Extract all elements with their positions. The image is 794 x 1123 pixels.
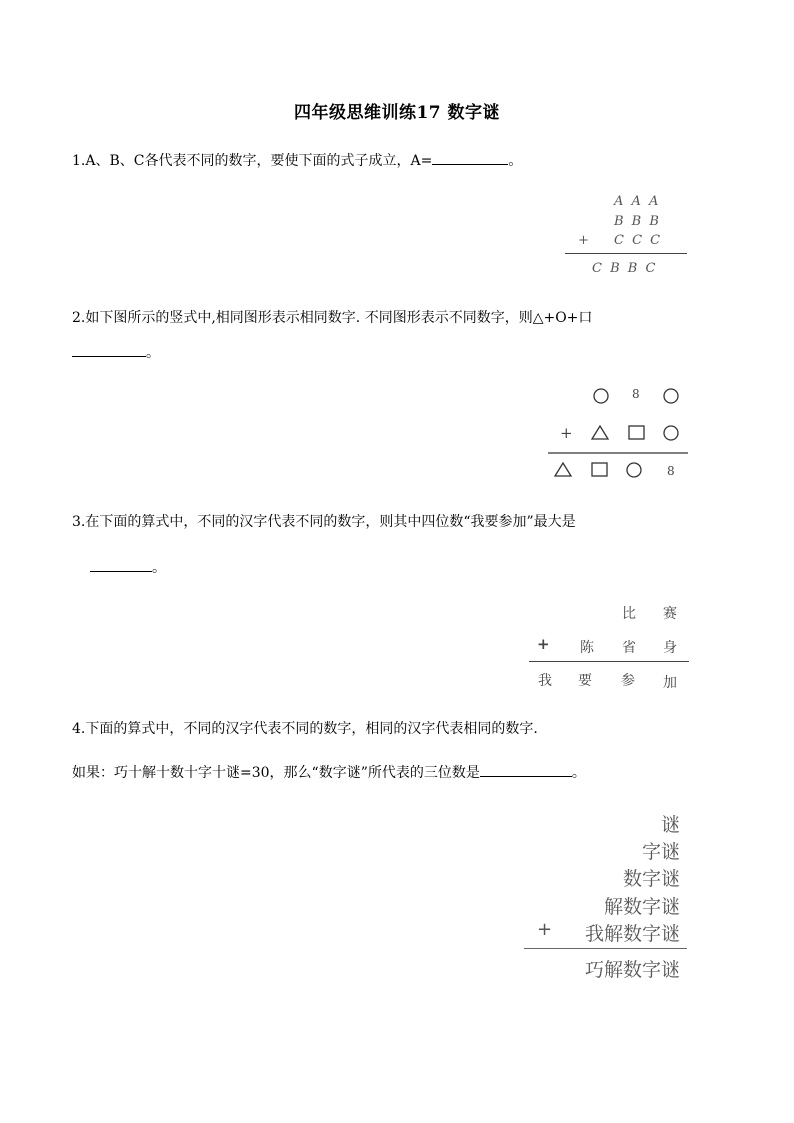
answer-blank-2[interactable] <box>72 342 146 357</box>
q3-char: 陈 <box>580 640 594 656</box>
question-1-text: 1.A、B、C各代表不同的数字，要使下面的式子成立，A= <box>72 153 433 169</box>
q2-digit-8-bottom: 8 <box>667 464 675 478</box>
question-2-text: 2.如下图所示的竖式中,相同图形表示相同数字. 不同图形表示不同数字，则△+O+口 <box>72 310 593 326</box>
answer-blank-1[interactable] <box>432 150 508 165</box>
answer-blank-4[interactable] <box>480 762 572 777</box>
q1-sum-line <box>565 253 687 254</box>
q4-row-2: 字谜 <box>641 841 680 863</box>
triangle-shape-icon <box>555 463 571 476</box>
q3-char: 参 <box>621 673 635 689</box>
q3-char: 我 <box>538 673 552 689</box>
q1-row-sum: C B B C <box>592 261 658 276</box>
circle-shape-icon <box>627 463 641 477</box>
circle-shape-icon <box>594 389 608 403</box>
q3-plus-sign: + <box>537 635 550 653</box>
square-shape-icon <box>629 426 644 439</box>
q4-row-4: 解数字谜 <box>603 896 680 918</box>
question-1-end: 。 <box>508 153 523 169</box>
circle-shape-icon <box>664 426 678 440</box>
q3-char: 要 <box>578 673 592 689</box>
question-4-end: 。 <box>571 765 586 781</box>
q1-plus-sign: + <box>578 233 589 248</box>
q1-row-b: B B B <box>614 214 661 229</box>
q4-row-5: 我解数字谜 <box>584 923 680 945</box>
question-4-text: 4.下面的算式中，不同的汉字代表不同的数字，相同的汉字代表相同的数字. <box>72 721 538 737</box>
q4-sum-line <box>524 948 687 949</box>
q2-digit-8-top: 8 <box>632 387 640 401</box>
q3-char: 身 <box>663 640 677 656</box>
question-4-condition <box>72 762 586 783</box>
page-title: 四年级思维训练17 数字谜 <box>293 103 501 123</box>
q3-char: 加 <box>663 675 677 691</box>
circle-shape-icon <box>664 389 678 403</box>
q3-char: 省 <box>622 640 636 656</box>
question-3-end: 。 <box>152 560 166 576</box>
square-shape-icon <box>592 463 607 476</box>
triangle-shape-icon <box>592 426 608 439</box>
question-2-answer-line <box>72 342 160 363</box>
q4-plus-sign: + <box>537 919 553 940</box>
question-4-condition-text: 如果：巧十解十数十字十谜=30，那么“数字谜”所代表的三位数是 <box>72 765 480 781</box>
q3-sum-line <box>529 661 689 662</box>
q3-char: 比 <box>622 606 636 622</box>
q4-row-3: 数字谜 <box>622 868 680 890</box>
q1-row-c: C C C <box>614 233 663 248</box>
question-3-text: 3.在下面的算式中，不同的汉字代表不同的数字，则其中四位数“我要参加”最大是 <box>72 514 576 530</box>
q1-row-a: A A A <box>614 194 661 209</box>
q4-row-sum: 巧解数字谜 <box>584 959 680 981</box>
question-2-end: 。 <box>146 345 160 361</box>
q4-row-1: 谜 <box>660 814 680 836</box>
q2-plus-sign: + <box>560 424 573 442</box>
question-1 <box>72 150 522 171</box>
q3-char: 赛 <box>663 606 677 622</box>
question-3-answer-line <box>90 557 166 578</box>
answer-blank-3[interactable] <box>90 557 152 572</box>
